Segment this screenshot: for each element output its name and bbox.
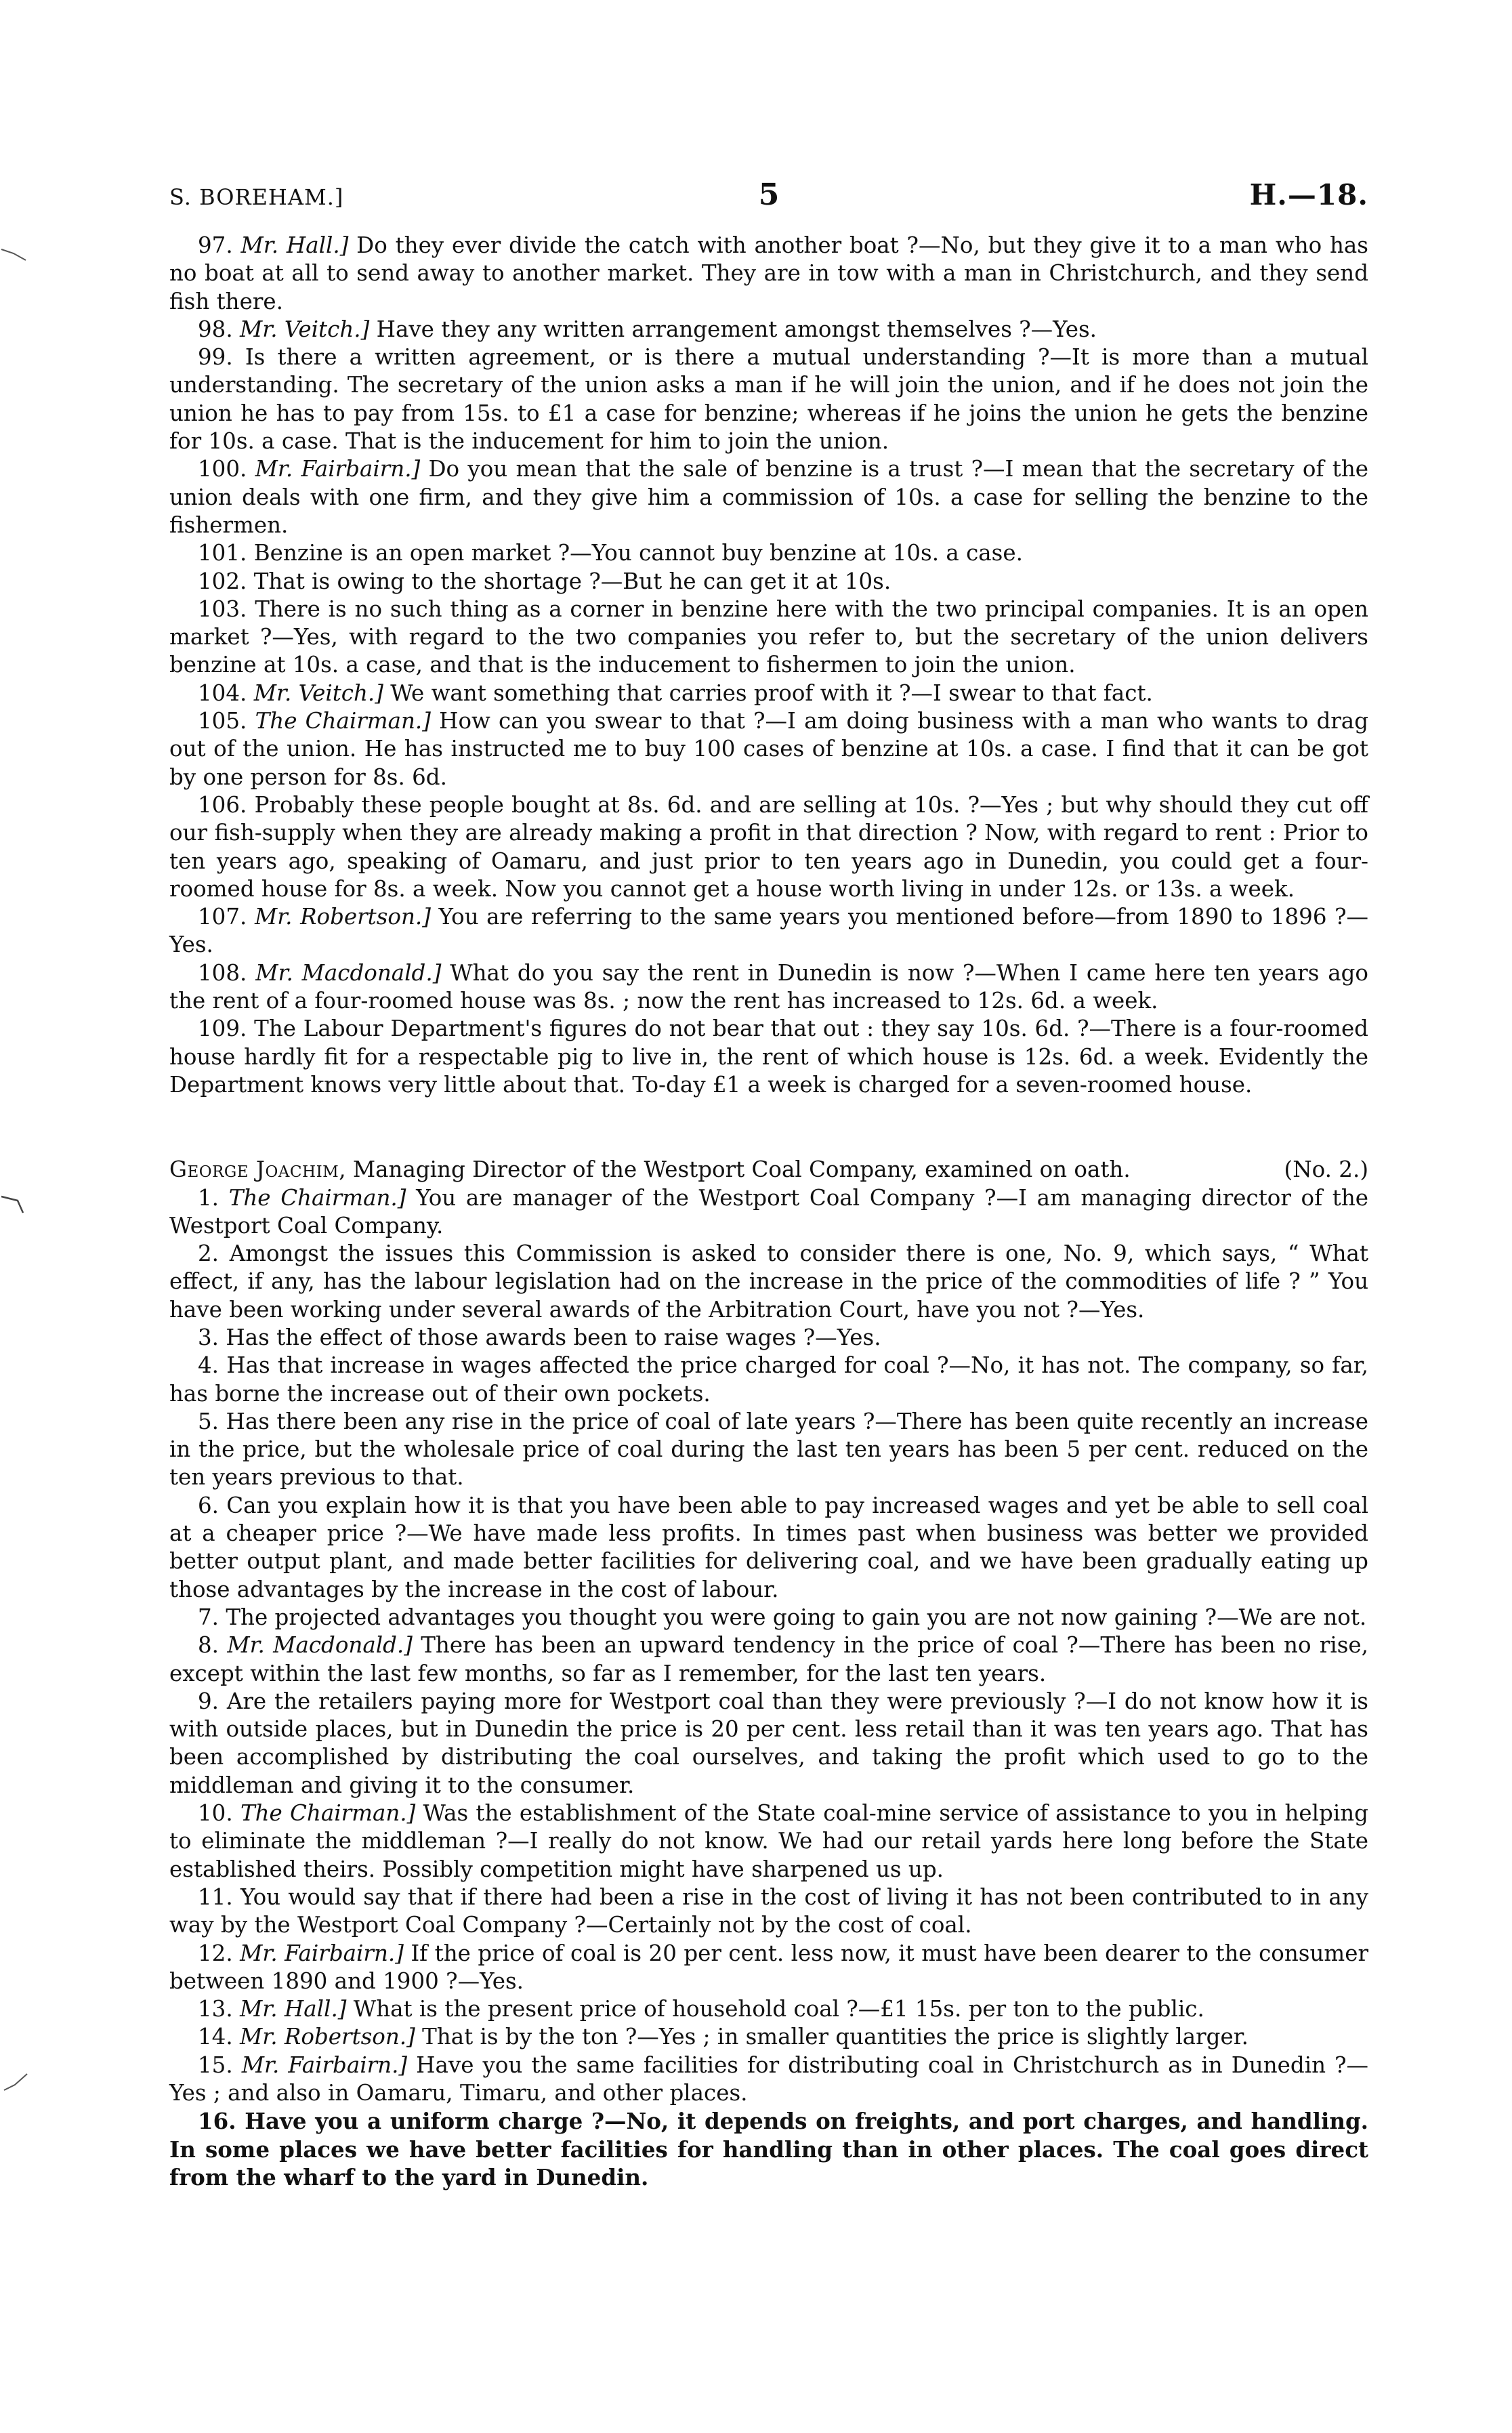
witness-description: , Managing Director of the Westport Coal Company, examined on oath. bbox=[339, 1157, 1131, 1183]
question-paragraph bbox=[169, 1631, 1368, 1688]
question-number: 99. bbox=[198, 344, 233, 371]
question-number: 103. bbox=[198, 596, 247, 622]
question-number: 97. bbox=[198, 232, 233, 258]
question-number: 9. bbox=[198, 1688, 219, 1714]
question-number: 3. bbox=[198, 1324, 219, 1350]
question-number: 104. bbox=[198, 680, 247, 706]
margin-mark-middle bbox=[0, 1192, 30, 1220]
question-text: Have you the same facilities for distributing coal in Christchurch as in Dunedin ?—Yes ; and also in Oamaru, Timaru, and other places. bbox=[169, 2052, 1368, 2106]
question-paragraph bbox=[169, 2052, 1368, 2108]
question-number: 13. bbox=[198, 1996, 233, 2022]
question-paragraph bbox=[169, 1884, 1368, 1940]
question-paragraph bbox=[169, 959, 1368, 1016]
question-paragraph bbox=[169, 1324, 1368, 1352]
question-paragraph bbox=[169, 455, 1368, 539]
question-text: We want something that carries proof with it ?—I swear to that fact. bbox=[383, 680, 1153, 706]
speaker: The Chairman.] bbox=[255, 708, 431, 734]
question-text: Has the effect of those awards been to raise wages ?—Yes. bbox=[226, 1324, 881, 1350]
question-text: Have they any written arrangement amongst themselves ?—Yes. bbox=[369, 316, 1097, 342]
question-number: 15. bbox=[198, 2052, 233, 2078]
question-text: Has that increase in wages affected the price charged for coal ?—No, it has not. The company, so far, has borne the increase out of their own pockets. bbox=[169, 1352, 1368, 1407]
speaker: Mr. Hall.] bbox=[240, 232, 349, 258]
question-text: What is the present price of household coal ?—£1 15s. per ton to the public. bbox=[346, 1996, 1204, 2022]
witness-name: George Joachim bbox=[169, 1157, 339, 1183]
question-number: 2. bbox=[198, 1241, 219, 1267]
question-text: If the price of coal is 20 per cent. less now, it must have been dearer to the consumer between 1890 and 1900 ?—Yes. bbox=[169, 1940, 1368, 1994]
question-number: 101. bbox=[198, 540, 247, 566]
question-number: 100. bbox=[198, 456, 247, 482]
question-text: Probably these people bought at 8s. 6d. and are selling at 10s. ?—Yes ; but why should they cut off our fish-supply when they are already making a profit in that direction ? Now, with regard to rent : Prior to ten years ago, speaking of Oamaru, and just prior to ten years ago in Dunedin, you could get a four-roomed house for 8s. a week. Now you cannot get a house worth living in under 12s. or 13s. a week. bbox=[169, 791, 1368, 902]
question-text: The Labour Department's figures do not bear that out : they say 10s. 6d. ?—There is a four-roomed house hardly fit for a respectable pig to live in, the rent of which house is 12s. 6d. a week. Evidently the Department knows very little about that. To-day £1 a week is charged for a seven-roomed house. bbox=[169, 1016, 1368, 1098]
question-number: 106. bbox=[198, 791, 247, 818]
page-number: 5 bbox=[758, 178, 780, 212]
document-page bbox=[169, 178, 1368, 2191]
speaker: Mr. Fairbairn.] bbox=[241, 2052, 408, 2078]
question-paragraph bbox=[169, 1184, 1368, 1241]
speaker: Mr. Robertson.] bbox=[240, 2024, 415, 2050]
question-number: 109. bbox=[198, 1016, 247, 1042]
header-witness-name: S. BOREHAM.] bbox=[169, 184, 344, 210]
speaker: Mr. Robertson.] bbox=[254, 904, 431, 930]
question-number: 5. bbox=[198, 1408, 219, 1434]
speaker: The Chairman.] bbox=[240, 1800, 416, 1827]
question-number: 16. bbox=[198, 2108, 236, 2135]
question-paragraph bbox=[169, 1995, 1368, 2023]
question-text: Do you mean that the sale of benzine is a trust ?—I mean that the secretary of the union deals with one firm, and they give him a commission of 10s. a case for selling the benzine to the fishermen. bbox=[169, 456, 1368, 538]
question-paragraph bbox=[169, 1240, 1368, 1324]
question-number: 6. bbox=[198, 1492, 219, 1518]
question-text: Amongst the issues this Commission is asked to consider there is one, No. 9, which says, “ What effect, if any, has the labour legislation had on the increase in the price of the commodities of life ? ” You have been working under several awards of the Arbitration Court, have you not ?—Yes. bbox=[169, 1241, 1368, 1323]
witness-heading bbox=[169, 1156, 1368, 1184]
question-text: You would say that if there had been a rise in the cost of living it has not been contributed to in any way by the Westport Coal Company ?—Certainly not by the cost of coal. bbox=[169, 1884, 1368, 1938]
question-text: You are manager of the Westport Coal Company ?—I am managing director of the Westport Coal Company. bbox=[169, 1184, 1368, 1239]
question-text: The projected advantages you thought you were going to gain you are not now gaining ?—We are not. bbox=[226, 1604, 1367, 1630]
question-number: 14. bbox=[198, 2024, 233, 2050]
question-paragraph bbox=[169, 1688, 1368, 1800]
question-text: Are the retailers paying more for Westport coal than they were previously ?—I do not know how it is with outside places, but in Dunedin the price is 20 per cent. less retail than it was ten years ago. That has been accomplished by distributing the coal ourselves, and taking the profit which used to go to the middleman and giving it to the consumer. bbox=[169, 1688, 1368, 1798]
question-paragraph bbox=[169, 1940, 1368, 1996]
question-number: 7. bbox=[198, 1604, 219, 1630]
question-number: 11. bbox=[198, 1884, 233, 1910]
margin-mark-bottom bbox=[0, 2070, 30, 2097]
question-text: What do you say the rent in Dunedin is now ?—When I came here ten years ago the rent of a four-roomed house was 8s. ; now the rent has increased to 12s. 6d. a week. bbox=[169, 959, 1368, 1014]
question-text: Do they ever divide the catch with another boat ?—No, but they give it to a man who has no boat at all to send away to another market. They are in tow with a man in Christchurch, and they send fish there. bbox=[169, 232, 1368, 314]
joachim-evidence bbox=[169, 1184, 1368, 2192]
question-paragraph bbox=[169, 568, 1368, 596]
question-number: 105. bbox=[198, 708, 247, 734]
question-paragraph bbox=[169, 232, 1368, 316]
question-text: There is no such thing as a corner in benzine here with the two principal companies. It is an open market ?—Yes, with regard to the two companies you refer to, but the secretary of the union delivers benzine at 10s. a case, and that is the inducement to fishermen to join the union. bbox=[169, 596, 1368, 678]
question-text: Have you a uniform charge ?—No, it depends on freights, and port charges, and handling. In some places we have better facilities for handling than in other places. The coal goes direct from the wharf to the yard in Dunedin. bbox=[169, 2108, 1368, 2190]
question-paragraph bbox=[169, 1408, 1368, 1492]
question-paragraph bbox=[169, 791, 1368, 903]
speaker: Mr. Veitch.] bbox=[240, 316, 370, 342]
speaker: Mr. Fairbairn.] bbox=[255, 456, 421, 482]
question-paragraph bbox=[169, 539, 1368, 567]
question-text: Benzine is an open market ?—You cannot buy benzine at 10s. a case. bbox=[253, 540, 1023, 566]
question-number: 8. bbox=[198, 1632, 219, 1659]
question-text: Is there a written agreement, or is there a mutual understanding ?—It is more than a mutual understanding. The secretary of the union asks a man if he will join the union, and if he does not join the union he has to pay from 15s. to £1 a case for benzine; whereas if he joins the union he gets the benzine for 10s. a case. That is the inducement for him to join the union. bbox=[169, 344, 1368, 455]
speaker: The Chairman.] bbox=[228, 1184, 406, 1211]
question-paragraph bbox=[169, 2107, 1368, 2191]
question-text: Can you explain how it is that you have been able to pay increased wages and yet be able to sell coal at a cheaper price ?—We have made less profits. In times past when business was better we provided better output plant, and made better facilities for delivering coal, and we have been gradually eating up those advantages by the increase in the cost of labour. bbox=[169, 1492, 1368, 1602]
question-paragraph bbox=[169, 344, 1368, 455]
question-text: You are referring to the same years you mentioned before—from 1890 to 1896 ?—Yes. bbox=[169, 904, 1369, 958]
question-paragraph bbox=[169, 596, 1368, 680]
question-text: Was the establishment of the State coal-mine service of assistance to you in helping to eliminate the middleman ?—I really do not know. We had our retail yards here long before the State established theirs. Possibly competition might have sharpened us up. bbox=[169, 1800, 1368, 1882]
boreham-evidence bbox=[169, 232, 1368, 1099]
question-text: That is owing to the shortage ?—But he can get it at 10s. bbox=[253, 568, 891, 594]
question-text: How can you swear to that ?—I am doing business with a man who wants to drag out of the union. He has instructed me to buy 100 cases of benzine at 10s. a case. I find that it can be got by one person for 8s. 6d. bbox=[169, 708, 1368, 790]
speaker: Mr. Veitch.] bbox=[253, 680, 383, 706]
document-code: H.—18. bbox=[1249, 178, 1368, 211]
question-paragraph bbox=[169, 1800, 1368, 1884]
question-paragraph bbox=[169, 1604, 1368, 1631]
margin-mark-top bbox=[0, 244, 30, 271]
question-number: 108. bbox=[198, 959, 247, 986]
speaker: Mr. Hall.] bbox=[240, 1996, 347, 2022]
question-paragraph bbox=[169, 316, 1368, 344]
question-number: 98. bbox=[198, 316, 233, 342]
question-paragraph bbox=[169, 2023, 1368, 2051]
question-text: Has there been any rise in the price of coal of late years ?—There has been quite recently an increase in the price, but the wholesale price of coal during the last ten years has been 5 per cent. reduced on the ten years previous to that. bbox=[169, 1408, 1368, 1491]
question-paragraph bbox=[169, 707, 1368, 791]
question-paragraph bbox=[169, 903, 1368, 959]
speaker: Mr. Macdonald.] bbox=[227, 1632, 413, 1659]
question-number: 4. bbox=[198, 1352, 219, 1379]
question-paragraph bbox=[169, 1352, 1368, 1408]
question-text: There has been an upward tendency in the price of coal ?—There has been no rise, except within the last few months, so far as I remember, for the last ten years. bbox=[169, 1632, 1368, 1686]
question-paragraph bbox=[169, 680, 1368, 707]
question-number: 1. bbox=[198, 1184, 219, 1211]
question-number: 102. bbox=[198, 568, 247, 594]
speaker: Mr. Fairbairn.] bbox=[240, 1940, 404, 1966]
question-paragraph bbox=[169, 1492, 1368, 1604]
running-head bbox=[169, 178, 1368, 218]
question-number: 107. bbox=[198, 904, 247, 930]
question-number: 10. bbox=[198, 1800, 233, 1827]
speaker: Mr. Macdonald.] bbox=[255, 959, 442, 986]
question-text: That is by the ton ?—Yes ; in smaller quantities the price is slightly larger. bbox=[415, 2024, 1248, 2050]
question-paragraph bbox=[169, 1015, 1368, 1099]
question-number: 12. bbox=[198, 1940, 233, 1966]
witness-number: (No. 2.) bbox=[1284, 1157, 1368, 1183]
